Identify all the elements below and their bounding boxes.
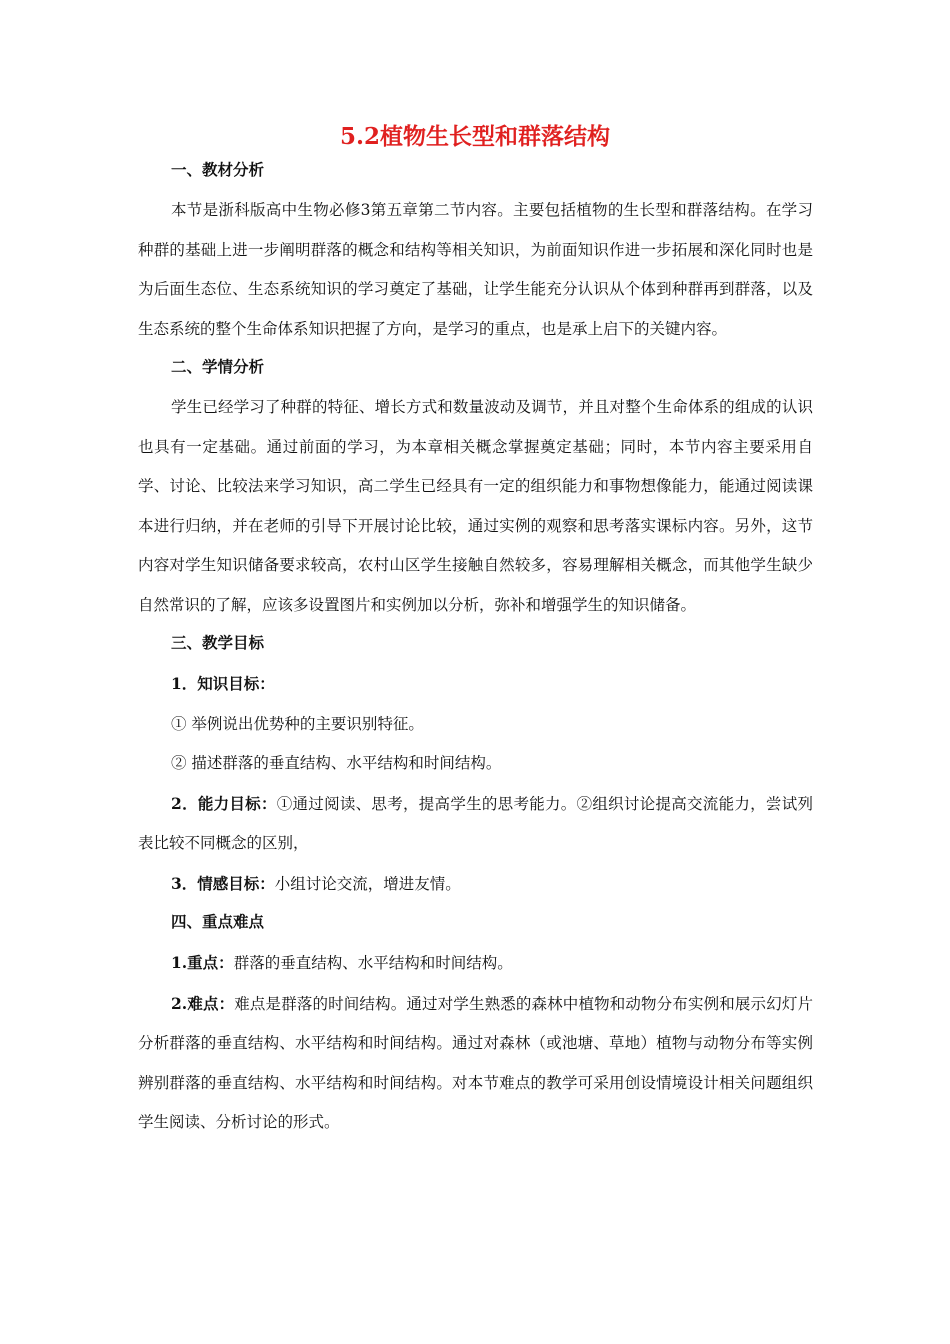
knowledge-goal-item-2: ② 描述群落的垂直结构、水平结构和时间结构。 bbox=[171, 754, 502, 772]
emotion-goal bbox=[138, 864, 813, 905]
emotion-goal-text: 小组讨论交流，增进友情。 bbox=[274, 874, 461, 893]
emotion-goal-label: 3．情感目标： bbox=[171, 873, 275, 893]
knowledge-goal-label: 1．知识目标： bbox=[171, 674, 275, 693]
section-heading-teaching-goals: 三、教学目标 bbox=[171, 633, 265, 652]
section-heading-student-analysis: 二、学情分析 bbox=[171, 357, 265, 376]
difficult-point-label: 2.难点： bbox=[171, 993, 235, 1013]
ability-goal-label: 2．能力目标： bbox=[171, 793, 277, 813]
key-point-text: 群落的垂直结构、水平结构和时间结构。 bbox=[233, 954, 513, 972]
ability-goal bbox=[138, 784, 813, 864]
section-paragraph-student-analysis: 学生已经学习了种群的特征、增长方式和数量波动及调节，并且对整个生命体系的组成的认识也具有一定基础。通过前面的学习，为本章相关概念掌握奠定基础；同时，本节内容主要采用自学、讨论、比较法来学习知识，高二学生已经具有一定的组织能力和事物想像能力，能通过阅读课本进行归纳，并在老师的引导下开展讨论比较，通过实例的观察和思考落实课标内容。另外，这节内容对学生知识储备要求较高，农村山区学生接触自然较多，容易理解相关概念，而其他学生缺少自然常识的了解，应该多设置图片和实例加以分析，弥补和增强学生的知识储备。 bbox=[138, 398, 813, 614]
key-point-label: 1.重点： bbox=[171, 953, 234, 972]
knowledge-goal-item-1: ① 举例说出优势种的主要识别特征。 bbox=[171, 714, 424, 733]
section-heading-key-points: 四、重点难点 bbox=[171, 912, 265, 931]
ability-goal-text: ①通过阅读、思考，提高学生的思考能力。②组织讨论提高交流能力，尝试列表比较不同概念的区别， bbox=[138, 794, 813, 852]
key-point bbox=[138, 943, 813, 984]
difficult-point-text: 难点是群落的时间结构。通过对学生熟悉的森林中植物和动物分布实例和展示幻灯片分析群落的垂直结构、水平结构和时间结构。通过对森林（或池塘、草地）植物与动物分布等实例辨别群落的垂直结构、水平结构和时间结构。对本节难点的教学可采用创设情境设计相关问题组织学生阅读、分析讨论的形式。 bbox=[138, 994, 813, 1131]
document-body bbox=[138, 156, 813, 1143]
section-paragraph-textbook-analysis: 本节是浙科版高中生物必修3第五章第二节内容。主要包括植物的生长型和群落结构。在学习种群的基础上进一步阐明群落的概念和结构等相关知识，为前面知识作进一步拓展和深化同时也是为后面生态位、生态系统知识的学习奠定了基础，让学生能充分认识从个体到种群再到群落，以及生态系统的整个生命体系知识把握了方向，是学习的重点，也是承上启下的关键内容。 bbox=[138, 201, 813, 338]
page-title: 5.2植物生长型和群落结构 bbox=[339, 123, 610, 150]
difficult-point bbox=[138, 984, 813, 1143]
section-heading-textbook-analysis: 一、教材分析 bbox=[171, 160, 265, 179]
